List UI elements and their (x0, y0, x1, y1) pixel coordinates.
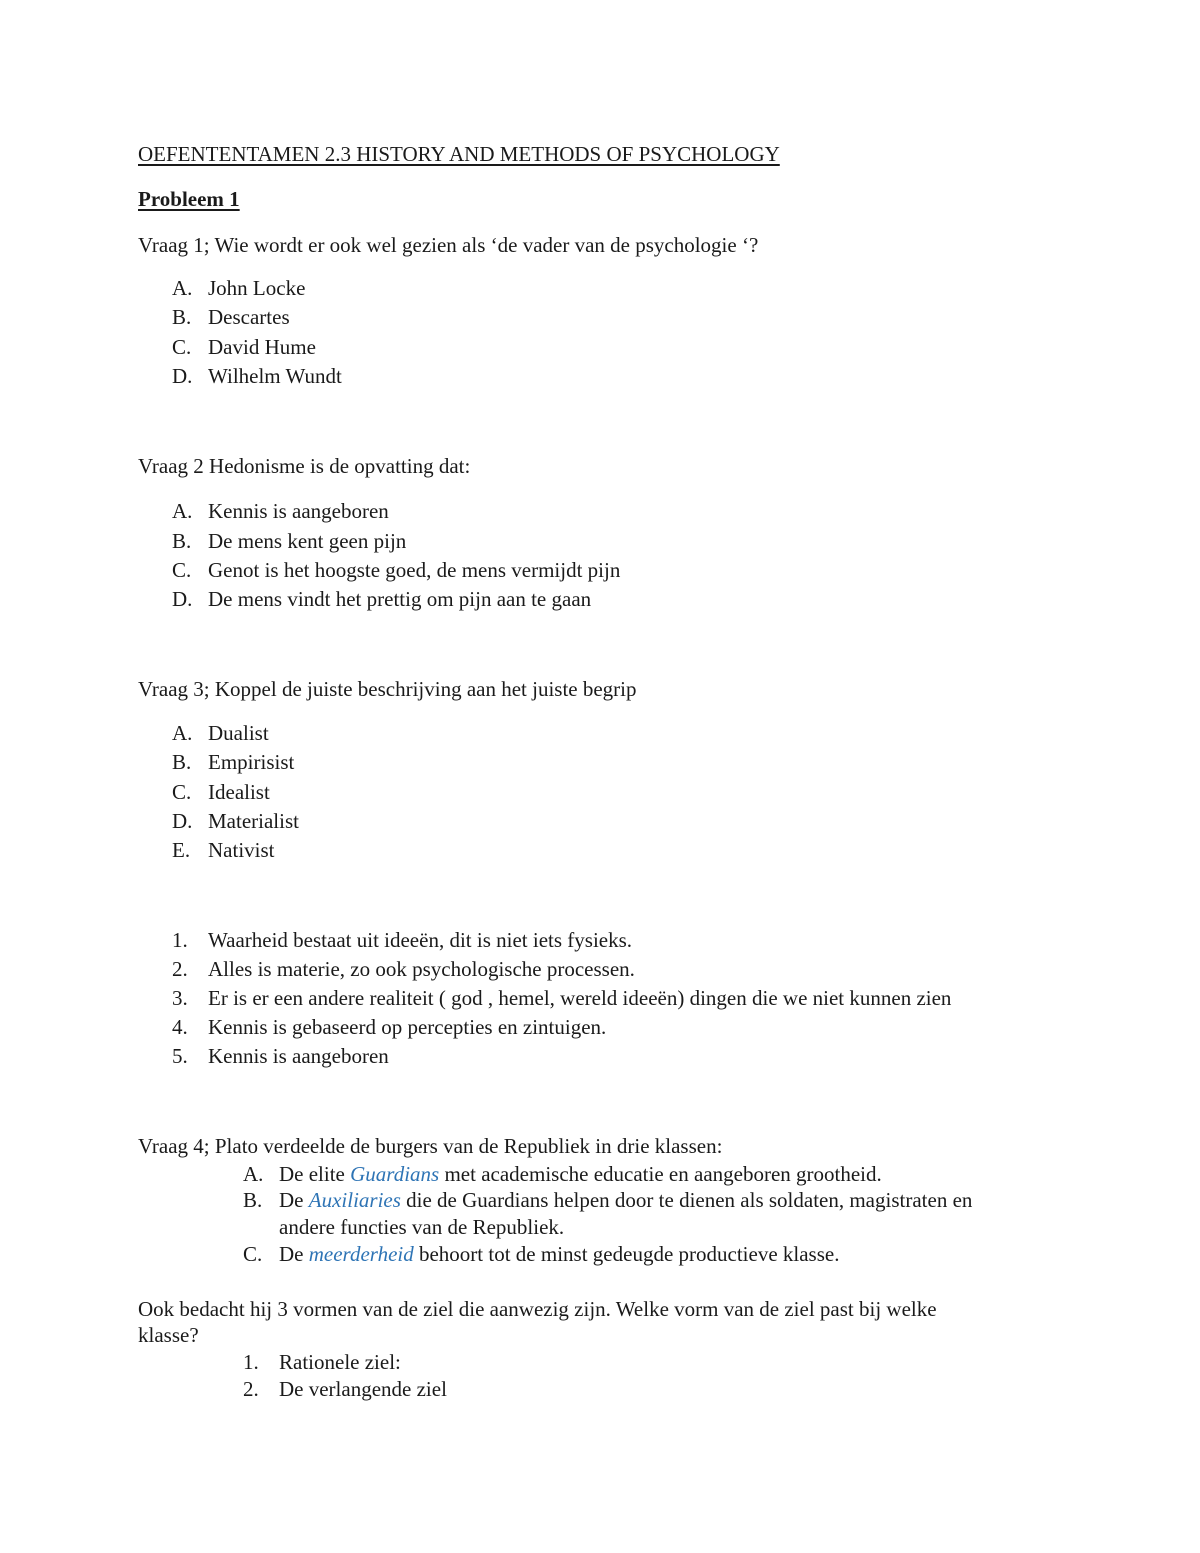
q3-option-text: Nativist (208, 838, 275, 862)
q4-followup-line2: klasse? (138, 1323, 199, 1347)
q4-soul-text: Rationele ziel: (279, 1350, 401, 1374)
q3-description-label: 4. (172, 1015, 188, 1039)
q2-option-label: B. (172, 529, 192, 553)
question-4: Vraag 4; Plato verdeelde de burgers van de Republiek in drie klassen: (138, 1134, 723, 1158)
q3-option-label: A. (172, 721, 193, 745)
q2-option-label: A. (172, 499, 193, 523)
q1-option-label: D. (172, 364, 193, 388)
q3-description-text: Er is er een andere realiteit ( god , hemel, wereld ideeën) dingen die we niet kunnen zien (208, 986, 952, 1010)
q4-class-label: A. (243, 1162, 264, 1186)
q4-class-pre: De elite (279, 1162, 351, 1186)
q3-option-label: C. (172, 780, 192, 804)
q4-class-text (279, 1164, 882, 1185)
q3-description-text: Alles is materie, zo ook psychologische processen. (208, 957, 635, 981)
q1-option-label: B. (172, 305, 192, 329)
q4-class-term: Guardians (350, 1162, 440, 1186)
question-1: Vraag 1; Wie wordt er ook wel gezien als ‘de vader van de psychologie ‘? (138, 233, 759, 257)
q4-soul-text: De verlangende ziel (279, 1377, 447, 1401)
q4-class-post: met academische educatie en aangeboren grootheid. (439, 1162, 882, 1186)
q3-option-text: Materialist (208, 809, 299, 833)
q4-class-post: die de Guardians helpen door te dienen als soldaten, magistraten en (400, 1188, 973, 1212)
q3-option-label: E. (172, 838, 191, 862)
q4-soul-label: 1. (243, 1350, 259, 1374)
q3-description-label: 2. (172, 957, 188, 981)
q4-class-label: B. (243, 1188, 263, 1212)
q4-class-pre: De (279, 1188, 309, 1212)
problem-heading: Probleem 1 (138, 187, 240, 211)
document-title: OEFENTENTAMEN 2.3 HISTORY AND METHODS OF PSYCHOLOGY (138, 142, 780, 166)
q2-option-text: De mens vindt het prettig om pijn aan te gaan (208, 587, 592, 611)
q3-option-text: Idealist (208, 780, 270, 804)
q3-description-label: 5. (172, 1044, 188, 1068)
question-2: Vraag 2 Hedonisme is de opvatting dat: (138, 454, 471, 478)
q1-option-text: John Locke (208, 276, 306, 300)
q3-option-text: Dualist (208, 721, 269, 745)
q4-soul-label: 2. (243, 1377, 259, 1401)
q3-description-label: 3. (172, 986, 188, 1010)
q1-option-text: Wilhelm Wundt (208, 364, 342, 388)
question-3: Vraag 3; Koppel de juiste beschrijving aan het juiste begrip (138, 677, 637, 701)
q4-followup-line1: Ook bedacht hij 3 vormen van de ziel die aanwezig zijn. Welke vorm van de ziel past bij welke (138, 1297, 937, 1321)
q2-option-label: C. (172, 558, 192, 582)
q4-class-term: Auxiliaries (308, 1188, 401, 1212)
q3-option-label: B. (172, 750, 192, 774)
q3-option-text: Empirisist (208, 750, 295, 774)
q2-option-text: Kennis is aangeboren (208, 499, 389, 523)
q1-option-text: David Hume (208, 335, 316, 359)
q4-class-post: behoort tot de minst gedeugde productieve klasse. (413, 1242, 840, 1266)
q3-description-text: Waarheid bestaat uit ideeën, dit is niet iets fysieks. (208, 928, 633, 952)
q3-description-text: Kennis is aangeboren (208, 1044, 389, 1068)
q1-option-label: C. (172, 335, 192, 359)
q2-option-text: De mens kent geen pijn (208, 529, 407, 553)
q2-option-text: Genot is het hoogste goed, de mens vermijdt pijn (208, 558, 621, 582)
q3-description-label: 1. (172, 928, 188, 952)
q4-class-text-continued: andere functies van de Republiek. (279, 1215, 565, 1239)
q2-option-label: D. (172, 587, 193, 611)
q4-class-text (279, 1244, 839, 1265)
q4-class-pre: De (279, 1242, 309, 1266)
q4-class-label: C. (243, 1242, 263, 1266)
q3-option-label: D. (172, 809, 193, 833)
q1-option-text: Descartes (208, 305, 290, 329)
q3-description-text: Kennis is gebaseerd op percepties en zintuigen. (208, 1015, 607, 1039)
q1-option-label: A. (172, 276, 193, 300)
q4-class-term: meerderheid (308, 1242, 414, 1266)
q4-class-text (279, 1190, 972, 1211)
